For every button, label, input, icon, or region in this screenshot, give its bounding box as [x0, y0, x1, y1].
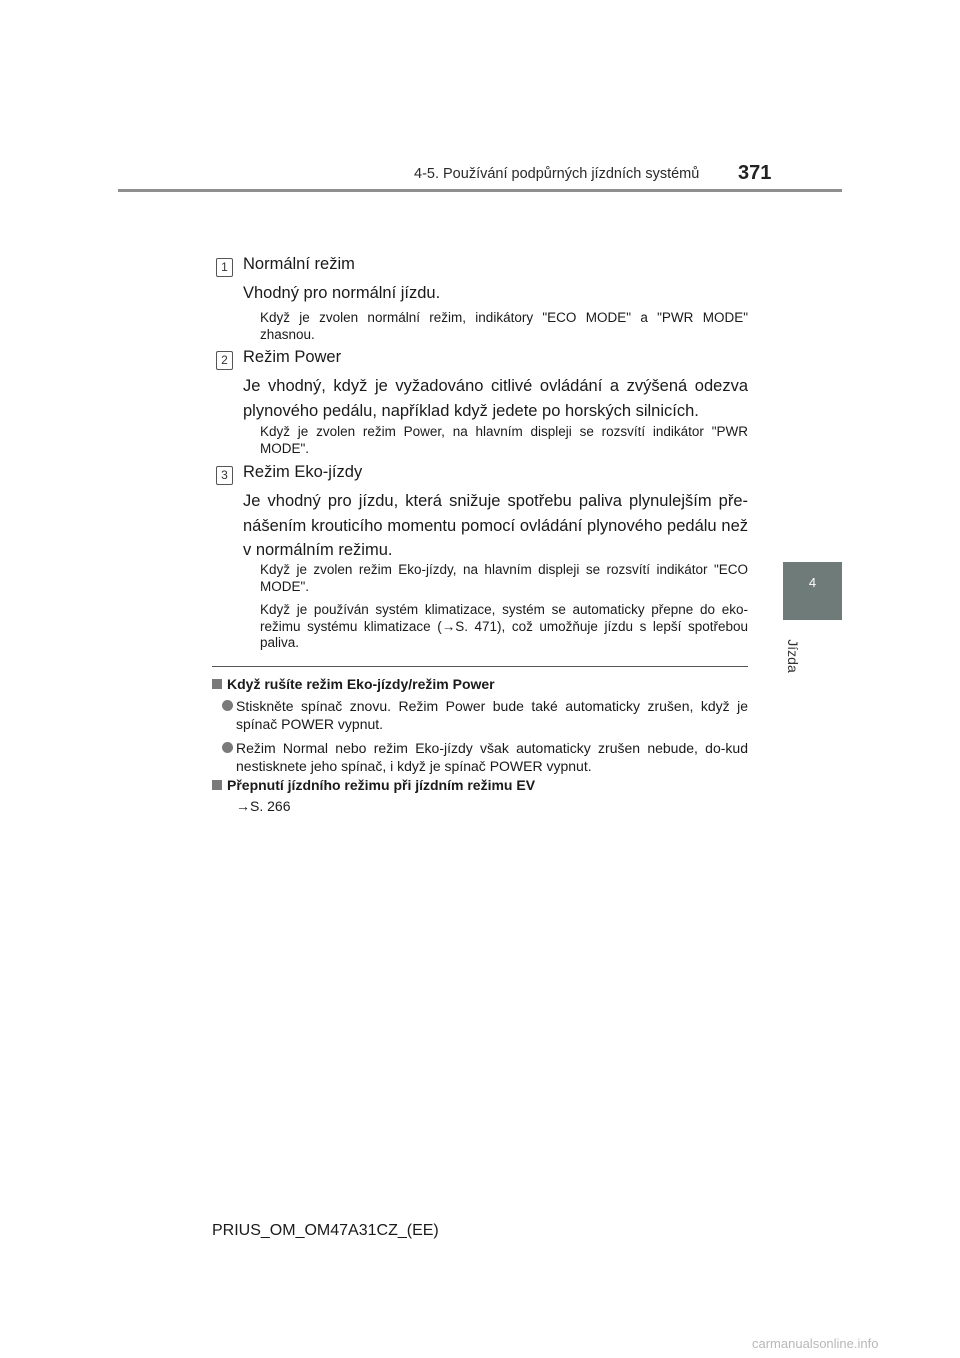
info-heading: [212, 777, 535, 793]
item-note: Když je zvolen režim Power, na hlavním displeji se rozsvítí indikátor "PWR MODE".: [260, 424, 748, 456]
circle-bullet-icon: [222, 700, 233, 711]
chapter-tab: [783, 562, 842, 620]
item-note: Když je zvolen normální režim, indikátory "ECO MODE" a "PWR MODE" zhasnou.: [260, 310, 748, 342]
document-id: PRIUS_OM_OM47A31CZ_(EE): [212, 1222, 439, 1239]
section-divider: [212, 666, 748, 667]
item-title: Režim Power: [243, 348, 342, 366]
section-title: 4-5. Používání podpůrných jízdních systémů: [414, 166, 700, 182]
item-number-badge: 3: [216, 466, 233, 485]
chapter-label: Jízda: [785, 639, 801, 673]
info-heading-text: Přepnutí jízdního režimu při jízdním režimu EV: [227, 777, 536, 793]
item-description: Vhodný pro normální jízdu.: [243, 284, 441, 302]
square-bullet-icon: [212, 679, 222, 689]
page-number: 371: [738, 162, 772, 184]
bullet-item: [222, 697, 748, 733]
circle-bullet-icon: [222, 742, 233, 753]
square-bullet-icon: [212, 780, 222, 790]
chapter-number: 4: [808, 575, 817, 590]
info-heading-text: Když rušíte režim Eko-jízdy/režim Power: [227, 676, 495, 692]
bullet-item: [222, 739, 748, 775]
item-description: Je vhodný pro jízdu, která snižuje spotřebu paliva plynulejším pře-nášením krouticího momentu pomocí ovládání plynového pedálu než v normálním režimu.: [243, 492, 748, 559]
bullet-text: Režim Normal nebo režim Eko-jízdy však automaticky zrušen nebude, do-kud nestisknete jeho spínač, i když je spínač POWER vypnut.: [236, 740, 748, 774]
page-crossref[interactable]: →S. 266: [236, 798, 291, 814]
header-divider: [118, 189, 842, 192]
item-note: Když je používán systém klimatizace, systém se automaticky přepne do eko-režimu systému klimatizace (→S. 471), což umožňuje jízdu s lepší spotřebou paliva.: [260, 602, 748, 650]
watermark: carmanualsonline.info: [752, 1336, 879, 1351]
item-number-badge: 2: [216, 351, 233, 370]
item-title: Normální režim: [243, 255, 355, 273]
info-heading: [212, 676, 495, 692]
item-note: Když je zvolen režim Eko-jízdy, na hlavním displeji se rozsvítí indikátor "ECO MODE".: [260, 562, 748, 594]
bullet-text: Stiskněte spínač znovu. Režim Power bude také automaticky zrušen, když je spínač POWER vypnut.: [236, 698, 748, 732]
item-description: Je vhodný, když je vyžadováno citlivé ovládání a zvýšená odezva plynového pedálu, například když jedete po horských silnicích.: [243, 377, 748, 420]
item-title: Režim Eko-jízdy: [243, 463, 363, 481]
item-number-badge: 1: [216, 258, 233, 277]
